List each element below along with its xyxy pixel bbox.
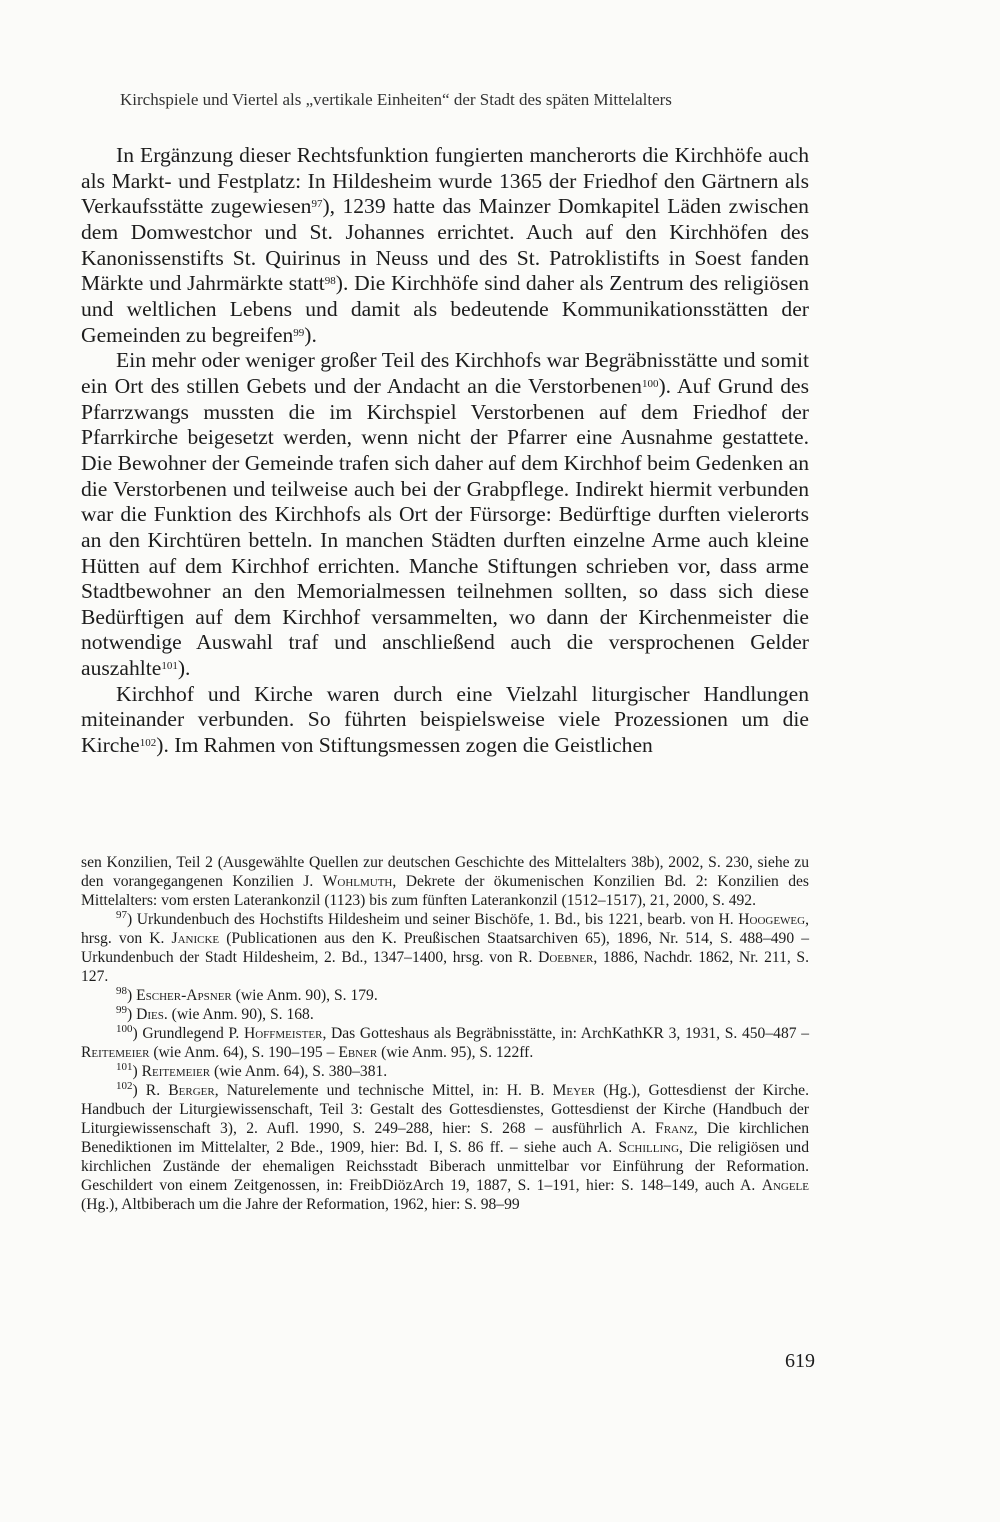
- footnote-number: 101: [116, 1061, 133, 1073]
- footnote-ref[interactable]: 101: [161, 660, 178, 673]
- footnote-ref[interactable]: 102: [139, 737, 157, 750]
- footnote-102: $^{102}$) R. Berger, Naturelemente und technische Mittel, in: H. B. Meyer (Hg.), Gottesdienst der Kirche. Handbuch der Liturgiewissenschaft, Teil 3: Gestalt des Gottesdienstes, Gottesdienst der Kirche (Handbuch der Liturgiewissenschaft 3), 2. Aufl. 1990, S. 249–288, hier: S. 268 – ausführlich A. Franz, Die kirchlichen Benediktionen im Mittelalter, 2 Bde., 1909, hier: Bd. I, S. 86 ff. – siehe auch A. Schilling, Die religiösen und kirchlichen Zustände der ehemaligen Reichsstadt Biberach unmittelbar vor Einführung der Reformation. Geschildert von einem Zeitgenossen, in: FreibDiözArch 19, 1887, S. 1–191, hier: S. 148–149, auch A. Angele (Hg.), Altbiberach um die Jahre der Reformation, 1962, hier: S. 98–99: [81, 1080, 810, 1213]
- main-text: [81, 143, 809, 759]
- paragraph: Kirchhof und Kirche waren durch eine Vielzahl liturgischer Handlungen miteinander verbunden. So führten beispielsweise viele Prozessionen um die Kirche$^{102}$). Im Rahmen von Stiftungsmessen zogen die Geistlichen: [81, 681, 809, 758]
- page-number: 619: [785, 1350, 815, 1372]
- paragraph: Ein mehr oder weniger großer Teil des Kirchhofs war Begräbnisstätte und somit ein Ort des stillen Gebets und der Andacht an die Verstorbenen$^{100}$). Auf Grund des Pfarrzwangs mussten die im Kirchspiel Verstorbenen auf dem Friedhof der Pfarrkirche beigesetzt werden, wenn nicht der Pfarrer eine Ausnahme gestattete. Die Bewohner der Gemeinde trafen sich daher auf dem Kirchhof beim Gedenken an die Verstorbenen und teilweise auch bei der Grabpflege. Indirekt hiermit verbunden war die Funktion des Kirchhofs als Ort der Fürsorge: Bedürftige durften vielerorts an den Kirchtüren betteln. In manchen Städten durften einzelne Arme auch kleine Hütten auf dem Kirchhof errichten. Manche Stiftungen schrieben vor, dass arme Stadtbewohner an den Memorialmessen teilnehmen sollten, so dass sich diese Bedürftigen auf dem Kirchhof versammelten, wo dann der Kirchenmeister die notwendige Auswahl traf und anschließend auch die versprochenen Gelder auszahlte$^{101}$).: [81, 348, 810, 681]
- footnote-number: 102: [116, 1080, 133, 1092]
- footnote-101: $^{101}$) Reitemeier (wie Anm. 64), S. 380–381.: [116, 1061, 388, 1080]
- running-head: Kirchspiele und Viertel als „vertikale Einheiten“ der Stadt des späten Mittelalters: [120, 90, 672, 109]
- footnotes: [81, 853, 809, 1214]
- footnote-continuation: sen Konzilien, Teil 2 (Ausgewählte Quellen zur deutschen Geschichte des Mittelalters 38b), 2002, S. 230, siehe zu den vorangegangenen Konzilien J. Wohlmuth, Dekrete der ökumenischen Konzilien Bd. 2: Konzilien des Mittelalters: vom ersten Laterankonzil (1123) bis zum fünften Laterankonzil (1512–1517), 21, 2000, S. 492.: [81, 854, 809, 909]
- footnote-99: $^{99}$) Dies. (wie Anm. 90), S. 168.: [116, 1004, 314, 1023]
- footnote-ref[interactable]: 100: [641, 377, 659, 390]
- footnote-number: 97: [116, 909, 127, 921]
- footnote-97: $^{97}$) Urkundenbuch des Hochstifts Hildesheim und seiner Bischöfe, 1. Bd., bis 1221, bearb. von H. Hoogeweg, hrsg. von K. Janicke (Publicationen aus den K. Preußischen Staatsarchiven 65), 1896, Nr. 514, S. 488–490 – Urkundenbuch der Stadt Hildesheim, 2. Bd., 1347–1400, hrsg. von R. Doebner, 1886, Nachdr. 1862, Nr. 211, S. 127.: [81, 909, 809, 985]
- footnote-ref[interactable]: 98: [324, 275, 336, 288]
- footnote-98: $^{98}$) Escher-Apsner (wie Anm. 90), S. 179.: [116, 985, 378, 1004]
- footnote-ref[interactable]: 97: [311, 198, 323, 211]
- footnote-number: 98: [116, 985, 127, 997]
- footnote-ref[interactable]: 99: [293, 326, 305, 339]
- footnote-100: $^{100}$) Grundlegend P. Hoffmeister, Das Gotteshaus als Begräbnisstätte, in: ArchKathKR 3, 1931, S. 450–487 – Reitemeier (wie Anm. 64), S. 190–195 – Ebner (wie Anm. 95), S. 122ff.: [81, 1023, 809, 1061]
- footnote-number: 100: [116, 1023, 133, 1035]
- footnote-number: 99: [116, 1004, 127, 1016]
- paragraph: In Ergänzung dieser Rechtsfunktion fungierten mancherorts die Kirchhöfe auch als Markt- und Festplatz: In Hildesheim wurde 1365 der Friedhof den Gärtnern als Verkaufsstätte zugewiesen$^{97}$), 1239 hatte das Mainzer Domkapitel Läden zwischen dem Domwestchor und St. Johannes errichtet. Auch auf den Kirchhöfen des Kanonissenstifts St. Quirinus in Neuss und des St. Patroklistifts in Soest fanden Märkte und Jahrmärkte statt$^{98}$). Die Kirchhöfe sind daher als Zentrum des religiösen und weltlichen Lebens und damit als bedeutende Kommunikationsstätten der Gemeinden zu begreifen$^{99}$).: [81, 143, 810, 347]
